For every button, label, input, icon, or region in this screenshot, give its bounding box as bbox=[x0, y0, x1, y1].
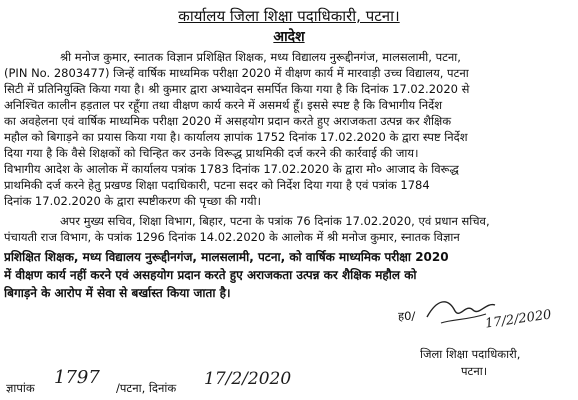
handwritten-date: 17/2/2020 bbox=[204, 369, 292, 389]
signature-prefix: ह0/ bbox=[398, 309, 416, 323]
memo-number: 1797 bbox=[54, 367, 100, 388]
order-heading: आदेश bbox=[273, 29, 305, 45]
body-line: बिगाड़ने के आरोप में सेवा से बर्खास्त किया जाता है। bbox=[4, 286, 231, 300]
body-line: का अवहेलना एवं वार्षिक माध्यमिक परीक्षा 2020 में असहयोग प्रदान करते हुए अराजकता उत्पन्न कर शैक्षिक bbox=[4, 114, 452, 128]
body-line: प्राथमिकी दर्ज करने हेतु प्रखण्ड शिक्षा पदाधिकारी, पटना सदर को निर्देश दिया गया है एवं पत्रांक 1784 bbox=[4, 178, 430, 192]
signature-date: 17/2/2020 bbox=[484, 307, 553, 332]
body-line: दिनांक 17.02.2020 के द्वारा स्पष्टीकरण की पृच्छा की गयी। bbox=[4, 194, 261, 208]
body-line: प्रशिक्षित शिक्षक, मध्य विद्यालय नुरूद्दीनगंज, मालसलामी, पटना, को वार्षिक माध्यमिक परीक्षा 2020 bbox=[4, 250, 449, 264]
body-line: में वीक्षण कार्य नहीं करने एवं असहयोग प्रदान करते हुए अराजकता उत्पन्न कर शैक्षिक महौल को bbox=[4, 268, 417, 282]
body-line: अनिश्चित कालीन हड़ताल पर रहूँगा तथा वीक्षण कार्य करने में असमर्थ हूँ। इससे स्पष्ट है कि विभागीय निर्देश bbox=[4, 98, 443, 112]
memo-label: ज्ञापांक bbox=[6, 381, 35, 395]
office-title: कार्यालय जिला शिक्षा पदाधिकारी, पटना। bbox=[178, 7, 400, 25]
signatory-city: पटना। bbox=[461, 364, 488, 378]
body-line: (PIN No. 2803477) जिन्हें वार्षिक माध्यमिक परीक्षा 2020 में वीक्षण कार्य में मारवाड़ी उच्च विद्यालय, पटना bbox=[4, 66, 469, 80]
signatory-designation: जिला शिक्षा पदाधिकारी, bbox=[420, 347, 521, 361]
body-line: विभागीय आदेश के आलोक में कार्यालय पत्रांक 1783 दिनांक 17.02.2020 के द्वारा मो० आजाद के विरूद्ध bbox=[4, 162, 459, 176]
body-line: अपर मुख्य सचिव, शिक्षा विभाग, बिहार, पटना के पत्रांक 76 दिनांक 17.02.2020, एवं प्रधान सचिव, bbox=[60, 214, 490, 228]
body-line: पंचायती राज विभाग, के पत्रांक 1296 दिनांक 14.02.2020 के आलोक में श्री मनोज कुमार, स्नातक विज्ञान bbox=[4, 230, 460, 244]
body-line: दिया गया है कि वैसे शिक्षकों को चिन्हित कर उनके विरूद्ध प्राथमिकी दर्ज करने की कार्रवाई की जाय। bbox=[4, 146, 419, 160]
body-line: महौल को बिगाड़ने का प्रयास किया गया है। कार्यालय ज्ञापांक 1752 दिनांक 17.02.2020 के द्वारा स्पष्ट निर्देश bbox=[4, 130, 468, 144]
body-line: सिटी में प्रतिनियुक्ति किया गया है। श्री कुमार द्वारा अभ्यावेदन समर्पित किया गया है कि दिनांक 17.02.2020 से bbox=[4, 82, 470, 96]
city-date-label: /पटना, दिनांक bbox=[116, 381, 177, 395]
body-line: श्री मनोज कुमार, स्नातक विज्ञान प्रशिक्षित शिक्षक, मध्य विद्यालय नुरूद्दीनगंज, मालसलामी, पटना, bbox=[60, 50, 461, 64]
